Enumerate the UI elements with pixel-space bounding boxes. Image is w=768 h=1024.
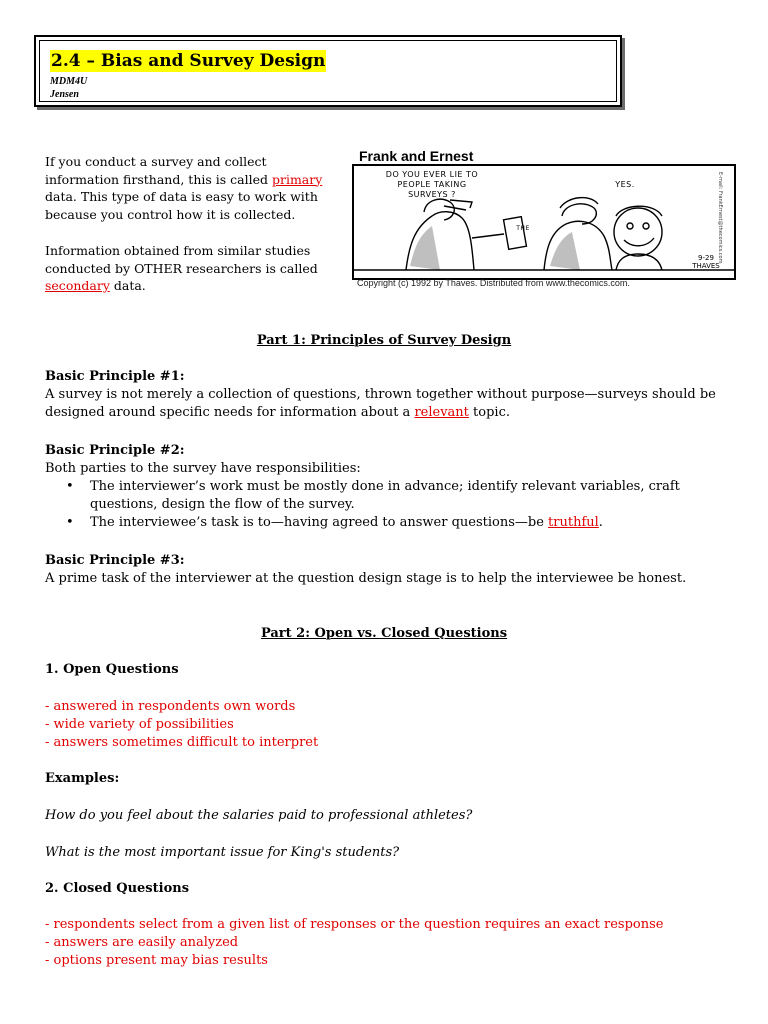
comic-date: 9-29 <box>698 254 714 262</box>
speech-bubble-answer: YES. <box>615 180 635 189</box>
bullet-interviewee-text-after: . <box>598 515 603 530</box>
open-questions-title: 1. Open Questions <box>45 662 179 677</box>
left-figure-head <box>424 199 454 220</box>
right-figure-head <box>614 208 662 256</box>
part2-heading: Part 2: Open vs. Closed Questions <box>260 626 508 641</box>
speech-bubble-question: DO YOU EVER LIE TO PEOPLE TAKING SURVEYS ? <box>385 170 479 199</box>
intro-primary-text-after: data. This type of data is easy to work with because you control how it is collected. <box>45 189 318 222</box>
principle3-title: Basic Principle #3: <box>45 553 185 568</box>
open-questions-points <box>45 698 735 752</box>
open-point: - answers sometimes difficult to interpret <box>45 735 319 750</box>
examples-title: Examples: <box>45 771 120 786</box>
comic-strip <box>350 144 736 292</box>
part1-heading: Part 1: Principles of Survey Design <box>256 333 512 348</box>
comic-title: Frank and Ernest <box>359 148 474 164</box>
truthful-term: truthful <box>548 515 599 530</box>
principle1-text-after: topic. <box>468 405 510 420</box>
principle2-text: Both parties to the survey have responsibilities: <box>45 461 361 476</box>
principle2-bullets <box>45 478 735 532</box>
principle2-title: Basic Principle #2: <box>45 443 185 458</box>
closed-point: - options present may bias results <box>45 953 268 968</box>
example-question-2: What is the most important issue for King's students? <box>45 845 400 860</box>
comic-copyright: Copyright (c) 1992 by Thaves. Distributed from www.thecomics.com. <box>357 278 630 288</box>
intro-secondary-paragraph <box>45 242 340 295</box>
comic-panel <box>352 164 736 280</box>
open-point: - answered in respondents own words <box>45 699 296 714</box>
closed-point: - respondents select from a given list of responses or the question requires an exact response <box>45 917 664 932</box>
comic-signature: THAVES <box>692 262 720 270</box>
title-box <box>34 35 622 107</box>
bullet-interviewer-text: The interviewer’s work must be mostly done in advance; identify relevant variables, craft questions, design the flow of the survey. <box>90 479 680 512</box>
bullet-interviewee <box>90 514 735 532</box>
document-title: 2.4 – Bias and Survey Design <box>51 51 326 71</box>
bullet-interviewer <box>90 478 735 514</box>
primary-term: primary <box>271 171 323 187</box>
principle1-text <box>45 386 735 422</box>
comic-side-text: E-mail: FrankErnest@thecomics.com <box>717 172 723 264</box>
principle1-text-before: A survey is not merely a collection of questions, thrown together without purpose—surveys should be designed around specific needs for information about a <box>45 387 716 420</box>
relevant-term: relevant <box>414 405 469 420</box>
closed-point: - answers are easily analyzed <box>45 935 239 950</box>
open-point: - wide variety of possibilities <box>45 717 234 732</box>
closed-questions-title: 2. Closed Questions <box>45 881 190 896</box>
example-question-1: How do you feel about the salaries paid to professional athletes? <box>45 808 473 823</box>
intro-secondary-text-after: data. <box>109 278 146 293</box>
course-code: MDM4U <box>50 76 88 87</box>
intro-primary-paragraph <box>45 153 340 223</box>
principle3-text: A prime task of the interviewer at the question design stage is to help the interviewee be honest. <box>45 571 687 586</box>
closed-questions-points <box>45 916 735 970</box>
teacher-name: Jensen <box>50 89 79 100</box>
principle1-title: Basic Principle #1: <box>45 369 185 384</box>
intro-primary-text-before: If you conduct a survey and collect information firsthand, this is called <box>45 154 272 187</box>
intro-secondary-text-before: Information obtained from similar studies conducted by OTHER researchers is called <box>45 243 318 276</box>
secondary-term: secondary <box>45 278 110 293</box>
bullet-interviewee-text-before: The interviewee’s task is to—having agreed to answer questions—be <box>90 515 549 530</box>
title-box-inner <box>39 40 617 102</box>
clipboard-label: THE <box>516 225 530 232</box>
